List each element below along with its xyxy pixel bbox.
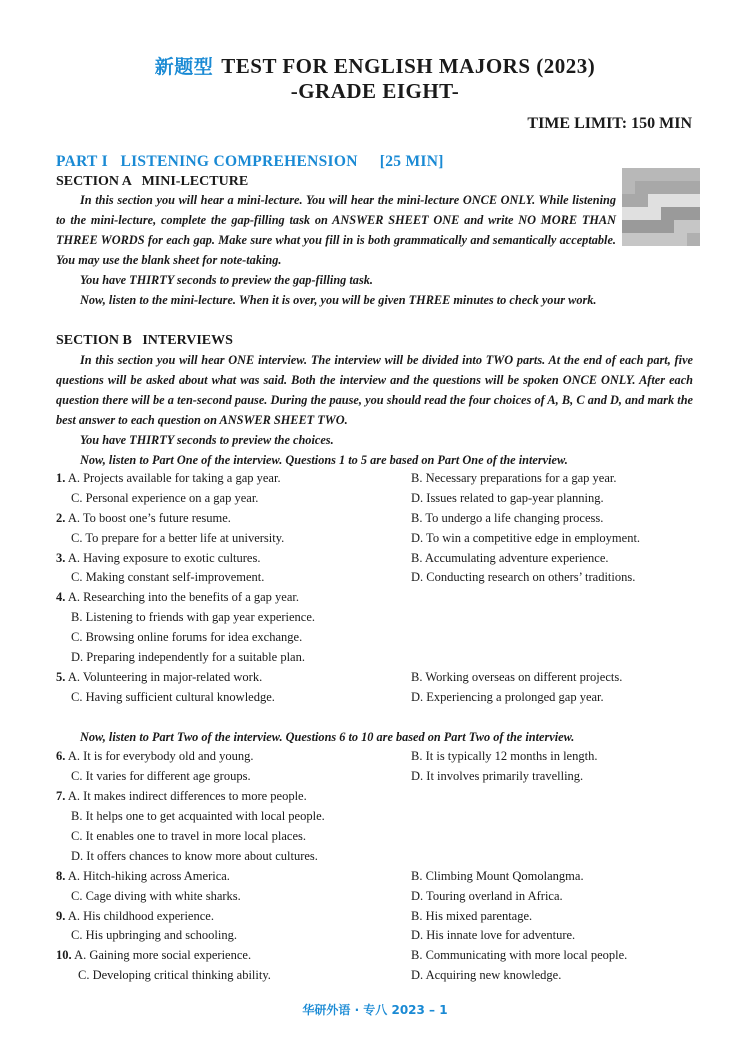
choice-a: A. It makes indirect differences to more people. <box>67 789 307 804</box>
choice-c: C. Having sufficient cultural knowledge. <box>71 689 275 704</box>
questions-area <box>56 469 696 986</box>
choice-d: D. His innate love for adventure. <box>411 928 576 943</box>
choice-a: A. Researching into the benefits of a gap year. <box>67 590 299 605</box>
question-row <box>56 568 696 588</box>
choice-d: D. To win a competitive edge in employment. <box>411 530 641 545</box>
choice-d: D. It involves primarily travelling. <box>411 769 584 784</box>
qr-cell <box>648 168 661 181</box>
question-row <box>56 767 696 787</box>
qr-cell <box>635 168 648 181</box>
choice-a: A. His childhood experience. <box>67 908 214 923</box>
part-minutes: [25 MIN] <box>379 153 444 170</box>
section-a-instructions <box>56 190 693 310</box>
question-row <box>56 747 696 767</box>
question-number: 7. <box>56 789 66 804</box>
choice-d: D. Conducting research on others’ traditions. <box>411 570 636 585</box>
question-row <box>56 926 696 946</box>
question-row <box>56 529 696 549</box>
question-number: 2. <box>56 510 66 525</box>
spacer-row <box>56 708 696 728</box>
choice-b: B. Climbing Mount Qomolangma. <box>411 868 584 883</box>
question-row <box>56 608 696 628</box>
question-row <box>56 489 696 509</box>
question-row <box>56 549 696 569</box>
question-number: 9. <box>56 908 66 923</box>
qr-cell <box>622 168 635 181</box>
question-row <box>56 588 696 608</box>
title-line-1 <box>0 54 750 79</box>
choice-b: B. Communicating with more local people. <box>411 948 628 963</box>
choice-b: B. Working overseas on different projects. <box>411 669 623 684</box>
choice-c: C. It varies for different age groups. <box>71 769 251 784</box>
question-row <box>56 648 696 668</box>
part-title <box>56 153 444 171</box>
instruction-paragraph: In this section you will hear ONE interview. The interview will be divided into TWO parts. At the end of each part, five questions will be asked about what was said. Both the interview and the questions will be spoken ONCE ONLY. After each question there will be a ten-second pause. During the pause, you should read the four choices of A, B, C and D, and mark the best answer to each question on ANSWER SHEET TWO. <box>56 353 693 427</box>
instruction-paragraph: You have THIRTY seconds to preview the gap-filling task. <box>80 273 373 287</box>
question-number: 3. <box>56 550 66 565</box>
choice-a: A. To boost one’s future resume. <box>67 510 231 525</box>
question-row <box>56 787 696 807</box>
choice-b: B. Accumulating adventure experience. <box>411 550 609 565</box>
instruction-paragraph: You have THIRTY seconds to preview the choices. <box>80 433 334 447</box>
choice-a: A. Hitch-hiking across America. <box>67 868 230 883</box>
part-two-instruction: Now, listen to Part Two of the interview. Questions 6 to 10 are based on Part Two of the interview. <box>80 729 575 744</box>
instruction-paragraph: In this section you will hear a mini-lecture. You will hear the mini-lecture ONCE ONLY. While listening to the mini-lecture, complete the gap-filling task on ANSWER SHEET ONE and write NO MORE THAN THREE WORDS for each gap. Make sure what you fill in is both grammatically and semantically acceptable. You may use the blank sheet for note-taking. <box>56 193 616 267</box>
new-format-tag: 新题型 <box>154 56 214 78</box>
section-b-heading: SECTION B INTERVIEWS <box>56 333 233 348</box>
question-row <box>56 847 696 867</box>
question-number: 8. <box>56 868 66 883</box>
question-row <box>56 946 696 966</box>
choice-d: D. Experiencing a prolonged gap year. <box>411 689 604 704</box>
qr-cell <box>661 168 674 181</box>
section-b-instructions <box>56 350 693 470</box>
question-number: 6. <box>56 749 66 764</box>
choice-a: A. Projects available for taking a gap year. <box>67 471 281 485</box>
time-limit: TIME LIMIT: 150 MIN <box>527 115 692 132</box>
question-row <box>56 688 696 708</box>
choice-b: B. Necessary preparations for a gap year. <box>411 471 617 485</box>
choice-a: A. Gaining more social experience. <box>74 948 252 963</box>
question-number: 4. <box>56 590 66 605</box>
choice-d: D. It offers chances to know more about cultures. <box>71 848 318 863</box>
question-row <box>56 827 696 847</box>
instruction-paragraph: Now, listen to the mini-lecture. When it is over, you will be given THREE minutes to check your work. <box>80 293 597 307</box>
choice-c: C. It enables one to travel in more local places. <box>71 829 306 844</box>
question-row <box>56 509 696 529</box>
page-footer: 华研外语 · 专八 2023 – 1 <box>302 1003 448 1017</box>
choice-d: D. Acquiring new knowledge. <box>411 968 562 983</box>
choice-b: B. Listening to friends with gap year experience. <box>71 610 316 625</box>
choice-c: C. Cage diving with white sharks. <box>71 888 241 903</box>
question-number: 1. <box>56 471 66 485</box>
choice-b: B. To undergo a life changing process. <box>411 510 604 525</box>
choice-c: C. Making constant self-improvement. <box>71 570 265 585</box>
part-name: PART I LISTENING COMPREHENSION <box>56 153 358 170</box>
question-row <box>56 867 696 887</box>
question-row <box>56 887 696 907</box>
choice-c: C. To prepare for a better life at university. <box>71 530 285 545</box>
qr-cell <box>674 168 687 181</box>
section-a-heading: SECTION A MINI-LECTURE <box>56 174 249 189</box>
title-block <box>0 54 750 103</box>
choice-c: C. Developing critical thinking ability. <box>78 968 271 983</box>
question-number: 5. <box>56 669 66 684</box>
choice-d: D. Touring overland in Africa. <box>411 888 563 903</box>
question-row <box>56 907 696 927</box>
question-row <box>56 628 696 648</box>
grade-title: -GRADE EIGHT- <box>290 79 460 103</box>
question-row <box>56 807 696 827</box>
choice-b: B. It is typically 12 months in length. <box>411 749 598 764</box>
question-row <box>56 469 696 489</box>
test-title: TEST FOR ENGLISH MAJORS (2023) <box>221 54 596 78</box>
choice-a: A. Having exposure to exotic cultures. <box>67 550 261 565</box>
choice-c: C. His upbringing and schooling. <box>71 928 237 943</box>
choice-c: C. Browsing online forums for idea exchange. <box>71 630 303 645</box>
choice-c: C. Personal experience on a gap year. <box>71 490 259 505</box>
qr-cell <box>687 168 700 181</box>
question-row <box>56 966 696 986</box>
choice-d: D. Preparing independently for a suitable plan. <box>71 650 305 665</box>
instruction-paragraph: Now, listen to Part One of the interview. Questions 1 to 5 are based on Part One of the interview. <box>80 453 568 467</box>
question-number: 10. <box>56 948 72 963</box>
choice-a: A. It is for everybody old and young. <box>67 749 254 764</box>
choice-b: B. His mixed parentage. <box>411 908 533 923</box>
choice-d: D. Issues related to gap-year planning. <box>411 490 604 505</box>
choice-a: A. Volunteering in major-related work. <box>67 669 263 684</box>
question-row <box>56 668 696 688</box>
choice-b: B. It helps one to get acquainted with local people. <box>71 809 325 824</box>
